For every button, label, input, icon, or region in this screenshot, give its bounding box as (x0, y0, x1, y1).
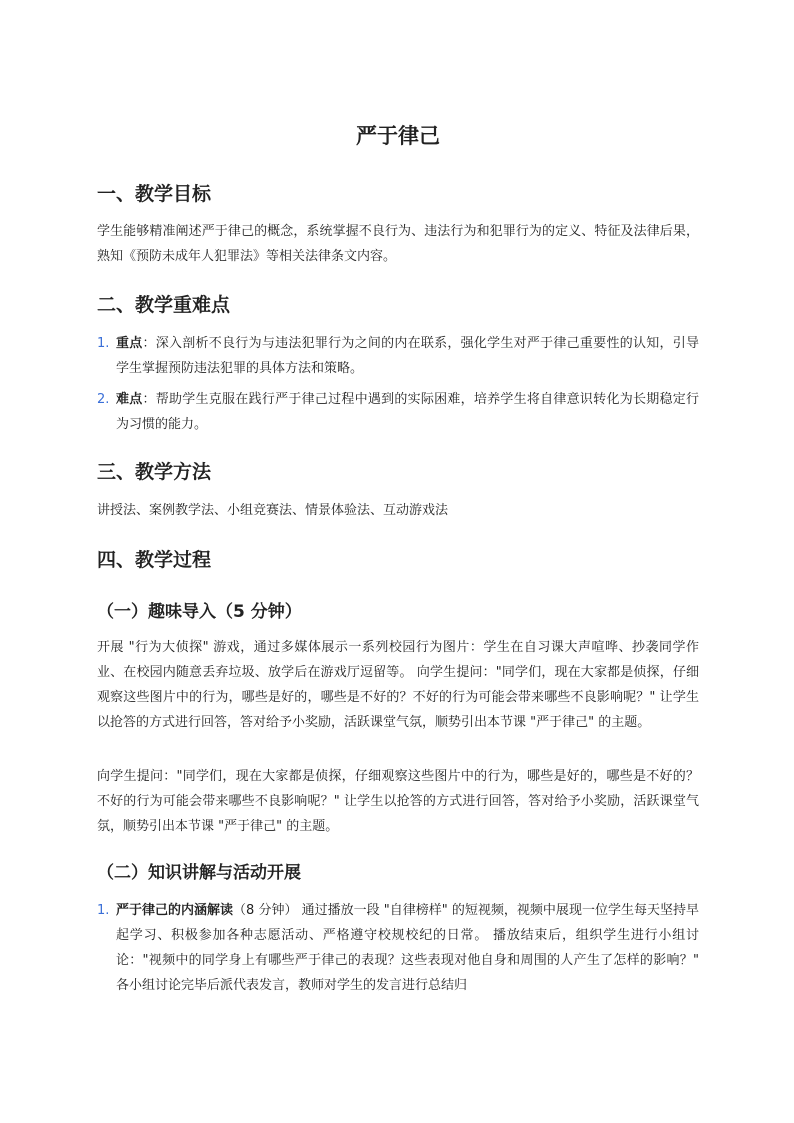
list-item-separator: ： (142, 392, 156, 407)
knowledge-subheading: （二）知识讲解与活动开展 (97, 863, 301, 883)
knowledge-list (97, 898, 699, 998)
list-item (97, 387, 699, 437)
list-item-text: 深入剖析不良行为与违法犯罪行为之间的内在联系，强化学生对严于律己重要性的认知，引导学生掌握预防违法犯罪的具体方法和策略。 (116, 336, 699, 376)
list-item-separator: ： (142, 336, 156, 351)
objectives-text: 学生能够精准阐述严于律己的概念，系统掌握不良行为、违法行为和犯罪行为的定义、特征及法律后果，熟知《预防未成年人犯罪法》等相关法律条文内容。 (97, 224, 699, 264)
list-item-label: 重点 (116, 336, 143, 351)
intro-paragraph-1: 开展 "行为大侦探" 游戏，通过多媒体展示一系列校园行为图片：学生在自习课大声喧哗、抄袭同学作业、在校园内随意丢弃垃圾、放学后在游戏厅逗留等。 向学生提问："同学们，现在大家都是侦探，仔细观察这些图片中的行为，哪些是好的，哪些是不好的？不好的行为可能会带来哪些不良影响呢？" 让学生以抢答的方式进行回答，答对给予小奖励，活跃课堂气氛，顺势引出本节课 "严于律己" 的主题。 (97, 640, 699, 730)
list-item (97, 331, 699, 381)
list-item (97, 898, 699, 998)
process-heading: 四、教学过程 (97, 549, 212, 571)
intro-paragraph-2: 向学生提问："同学们，现在大家都是侦探，仔细观察这些图片中的行为，哪些是好的，哪些是不好的？不好的行为可能会带来哪些不良影响呢？" 让学生以抢答的方式进行回答，答对给予小奖励，活跃课堂气氛，顺势引出本节课 "严于律己" 的主题。 (97, 769, 699, 834)
list-number: 1. (97, 336, 110, 351)
methods-heading: 三、教学方法 (97, 461, 212, 483)
list-item-label: 严于律己的内涵解读 (116, 903, 234, 918)
list-number: 1. (97, 903, 110, 918)
methods-text: 讲授法、案例教学法、小组竞赛法、情景体验法、互动游戏法 (97, 503, 449, 518)
list-item-text: 帮助学生克服在践行严于律己过程中遇到的实际困难，培养学生将自律意识转化为长期稳定行为习惯的能力。 (116, 392, 699, 432)
document-title: 严于律己 (356, 124, 440, 148)
intro-subheading: （一）趣味导入（5 分钟） (97, 602, 302, 622)
key-points-list (97, 331, 699, 437)
objectives-heading: 一、教学目标 (97, 183, 212, 205)
list-number: 2. (97, 392, 110, 407)
list-item-text: （8 分钟） 通过播放一段 "自律榜样" 的短视频，视频中展现一位学生每天坚持早起学习、积极参加各种志愿活动、严格遵守校规校纪的日常。 播放结束后，组织学生进行小组讨论："视频中的同学身上有哪些严于律己的表现？这些表现对他自身和周围的人产生了怎样的影响？" 各小组讨论完毕后派代表发言，教师对学生的发言进行总结归 (116, 903, 699, 993)
key-points-heading: 二、教学重难点 (97, 294, 231, 316)
list-item-label: 难点 (116, 392, 143, 407)
